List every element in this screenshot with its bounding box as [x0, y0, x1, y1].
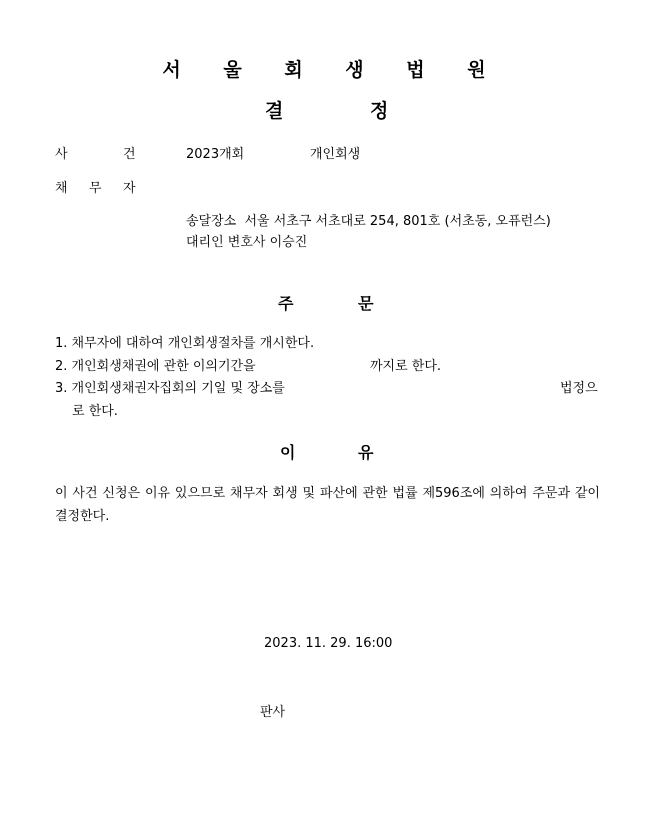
case-label-char-2: 건 — [123, 147, 136, 162]
court-name: 서 울 회 생 법 원 — [162, 59, 504, 81]
order-heading-char-1: 주 — [278, 294, 294, 313]
order-heading-char-2: 문 — [358, 294, 374, 313]
order-item-2-prefix: 2. 개인회생채권에 관한 이의기간을 — [55, 359, 256, 374]
order-item-2-suffix: 까지로 한다. — [370, 359, 442, 374]
reason-heading-char-1: 이 — [280, 443, 296, 462]
order-item-3-continuation: 로 한다. — [72, 404, 118, 419]
doc-title-char-2: 정 — [370, 100, 389, 122]
order-item-1: 1. 채무자에 대하여 개인회생절차를 개시한다. — [55, 336, 315, 351]
debtor-label-char-2: 무 — [89, 181, 102, 196]
reason-paragraph: 이 사건 신청은 이유 있으므로 채무자 회생 및 파산에 관한 법률 제596조에 의하여 주문과 같이 결정한다. — [55, 486, 600, 524]
decision-datetime: 2023. 11. 29. 16:00 — [264, 636, 393, 651]
case-number: 2023개회 — [186, 147, 245, 162]
case-type: 개인회생 — [310, 147, 361, 162]
judge-label: 판사 — [260, 705, 286, 720]
case-label-char-1: 사 — [55, 147, 68, 162]
debtor-label-char-3: 자 — [123, 181, 136, 196]
doc-title-char-1: 결 — [265, 100, 284, 122]
order-item-3-prefix: 3. 개인회생채권자집회의 기일 및 장소를 — [55, 381, 285, 396]
debtor-attorney: 대리인 변호사 이승진 — [186, 235, 308, 250]
reason-heading-char-2: 유 — [358, 443, 374, 462]
order-item-3-suffix: 법정으 — [560, 381, 598, 396]
debtor-label-char-1: 채 — [55, 181, 68, 196]
debtor-service-address: 송달장소 서울 서초구 서초대로 254, 801호 (서초동, 오퓨런스) — [186, 214, 551, 229]
